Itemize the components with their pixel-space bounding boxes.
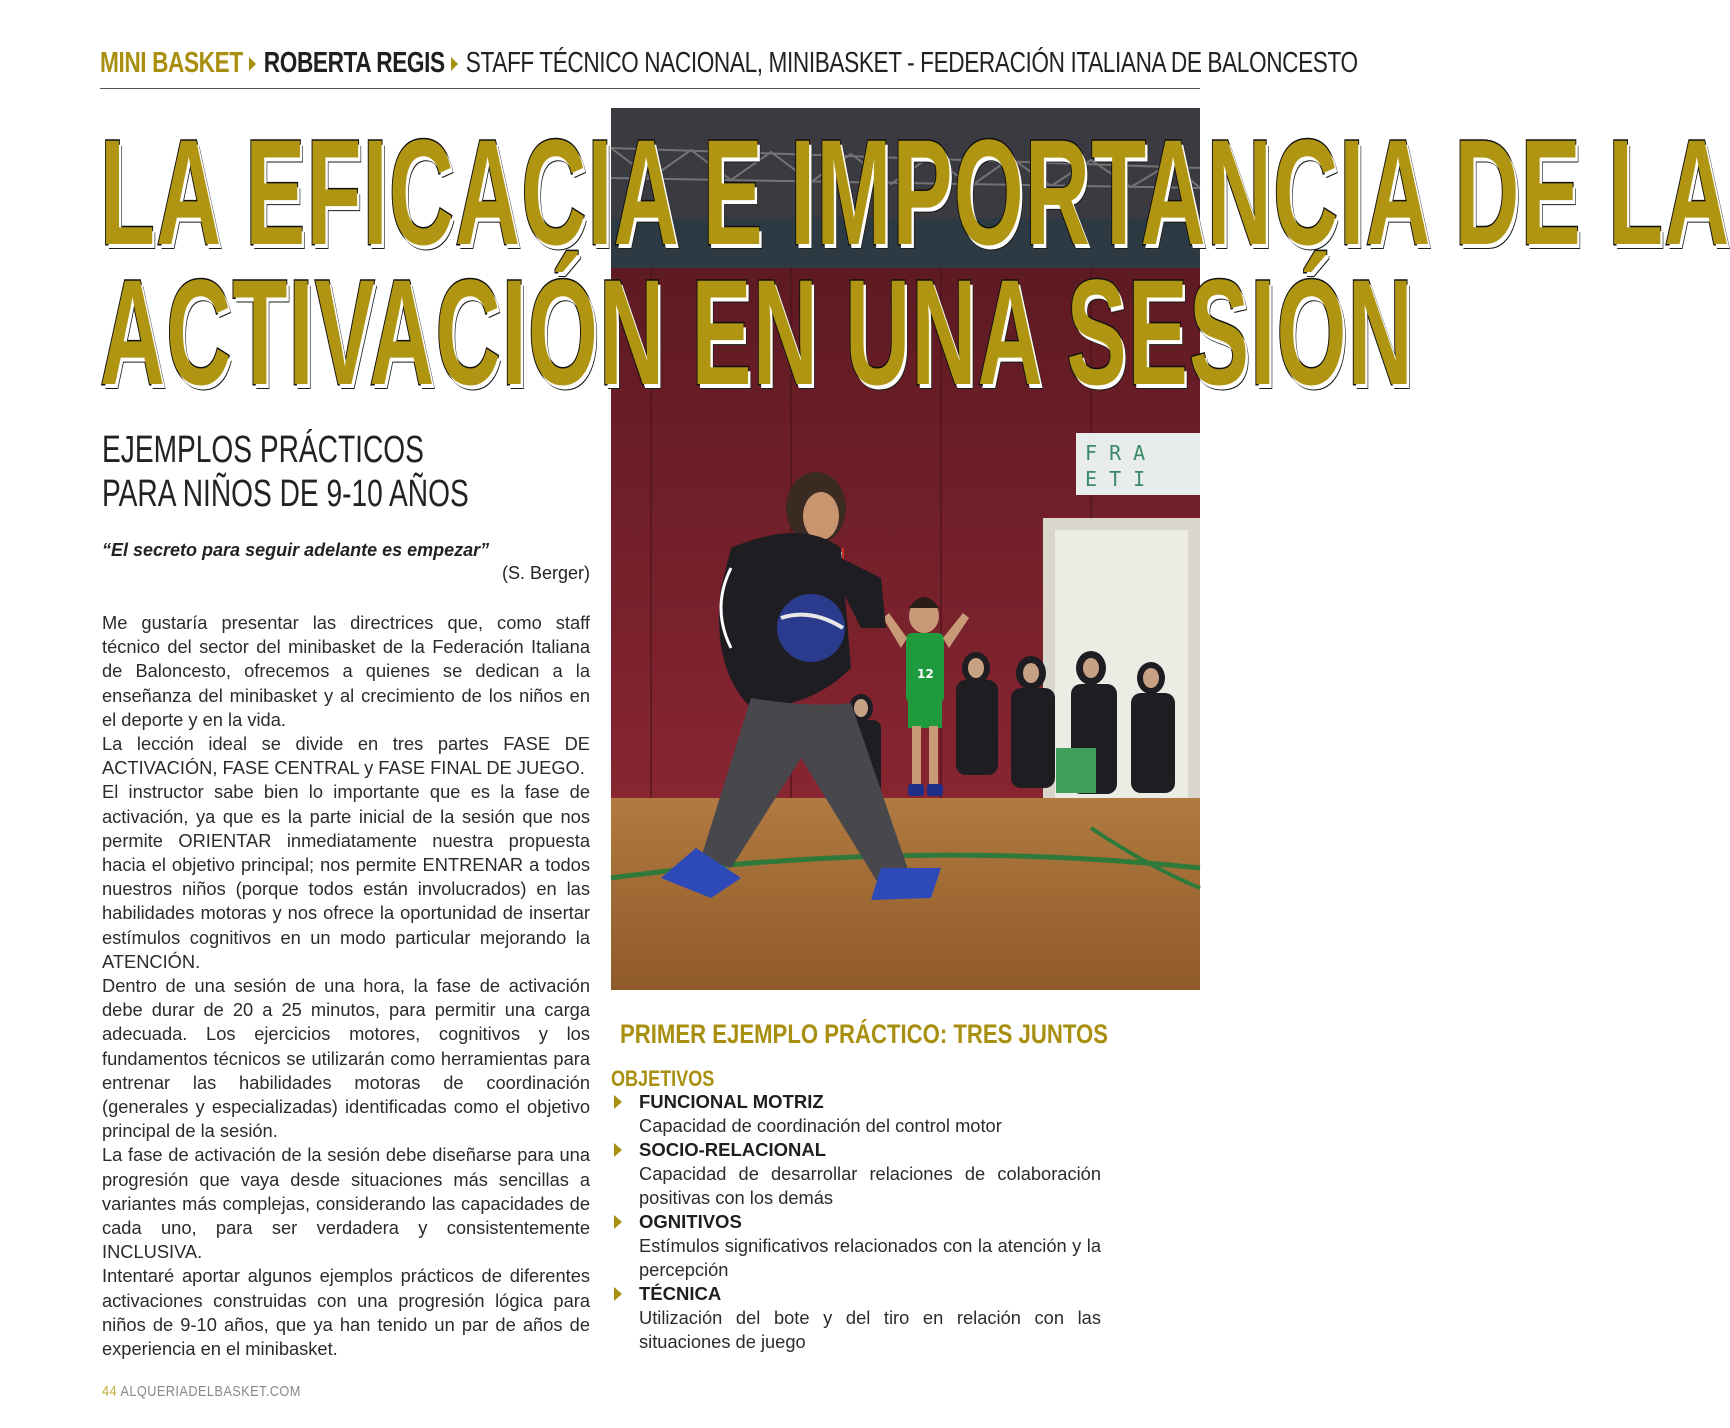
objectives-list xyxy=(611,1090,1101,1354)
body-paragraph: El instructor sabe bien lo importante que es la fase de activación, ya que es la parte inicial de la sesión que nos permite ORIENTAR inmediatamente nuestra propuesta hacia el objetivo principal; nos permite ENTRENAR a todos nuestros niños (porque todos están involucrados) en las habilidades motoras y nos ofrece la oportunidad de insertar estímulos cognitivos en un modo particular mejorando la ATENCIÓN. xyxy=(102,781,590,972)
headline-line-1: LA EFICACIA E IMPORTANCIA DE LA xyxy=(100,108,1730,276)
header-section: MINI BASKET xyxy=(100,46,243,79)
objectives-heading: OBJETIVOS xyxy=(611,1066,715,1091)
header-author: ROBERTA REGIS xyxy=(263,46,445,79)
article-body xyxy=(102,611,590,1361)
body-paragraph: La fase de activación de la sesión debe diseñarse para una progresión que vaya desde situaciones más sencillas a variantes más complejas, considerando las capacidades de cada uno, para ser verdadera y consistentemente INCLUSIVA. xyxy=(102,1144,590,1263)
subtitle-line-1: EJEMPLOS PRÁCTICOS xyxy=(102,429,424,471)
jersey-number: 12 xyxy=(917,667,934,681)
objective-desc: Capacidad de coordinación del control motor xyxy=(639,1115,1002,1136)
headline-line-2: ACTIVACIÓN EN UNA SESIÓN xyxy=(100,248,1414,416)
objective-item xyxy=(611,1282,1101,1354)
svg-text:E T I: E T I xyxy=(1085,467,1146,491)
article-header xyxy=(100,38,1358,89)
header-arrow-icon xyxy=(249,57,256,71)
wall-sign-text: F R A xyxy=(1085,441,1146,465)
bullet-arrow-icon xyxy=(614,1143,622,1157)
bullet-arrow-icon xyxy=(614,1287,622,1301)
objective-item xyxy=(611,1210,1101,1282)
body-paragraph: La lección ideal se divide en tres partes FASE DE ACTIVACIÓN, FASE CENTRAL y FASE FINAL DE JUEGO. xyxy=(102,733,590,779)
objective-name: FUNCIONAL MOTRIZ xyxy=(639,1091,824,1112)
objective-name: OGNITIVOS xyxy=(639,1211,742,1232)
objective-name: TÉCNICA xyxy=(639,1283,722,1304)
body-paragraph: Me gustaría presentar las directrices que, como staff técnico del sector del minibasket de la Federación Italiana de Baloncesto, ofrecemos a quienes se dedican a la enseñanza del minibasket y al crecimiento de los niños en el deporte y en la vida. xyxy=(102,612,590,730)
article-subtitle xyxy=(102,428,472,516)
bullet-arrow-icon xyxy=(614,1095,622,1109)
header-text xyxy=(100,47,1358,80)
objective-desc: Utilización del bote y del tiro en relación con las situaciones de juego xyxy=(639,1307,1101,1352)
objective-name: SOCIO-RELACIONAL xyxy=(639,1139,827,1160)
article-headline xyxy=(100,108,1730,416)
example-title: PRIMER EJEMPLO PRÁCTICO: TRES JUNTOS xyxy=(620,1019,1108,1049)
footer-site: ALQUERIADELBASKET.COM xyxy=(120,1383,301,1400)
epigraph-author: (S. Berger) xyxy=(501,563,590,583)
page-footer xyxy=(102,1383,301,1400)
page-number: 44 xyxy=(102,1383,118,1400)
objective-item xyxy=(611,1090,1101,1138)
bullet-arrow-icon xyxy=(614,1215,622,1229)
subtitle-line-2: PARA NIÑOS DE 9-10 AÑOS xyxy=(102,473,469,515)
body-paragraph: Dentro de una sesión de una hora, la fase de activación debe durar de 20 a 25 minutos, para permitir una carga adecuada. Los ejercicios motores, cognitivos y los fundamentos técnicos se utilizarán como herramientas para entrenar las habilidades motoras de coordinación (generales y especializadas) identificadas como el objetivo principal de la sesión. xyxy=(102,975,590,1142)
objective-desc: Capacidad de desarrollar relaciones de colaboración positivas con los demás xyxy=(639,1163,1101,1208)
body-paragraph: Intentaré aportar algunos ejemplos prácticos de diferentes activaciones construidas con una progresión lógica para niños de 9-10 años, que ya han tenido un par de años de experiencia en el minibasket. xyxy=(102,1265,590,1360)
epigraph-quote: “El secreto para seguir adelante es empezar” xyxy=(102,540,490,560)
objective-item xyxy=(611,1138,1101,1210)
header-arrow-icon xyxy=(451,57,458,71)
header-role: STAFF TÉCNICO NACIONAL, MINIBASKET - FEDERACIÓN ITALIANA DE BALONCESTO xyxy=(465,46,1358,79)
objective-desc: Estímulos significativos relacionados con la atención y la percepción xyxy=(639,1235,1101,1280)
